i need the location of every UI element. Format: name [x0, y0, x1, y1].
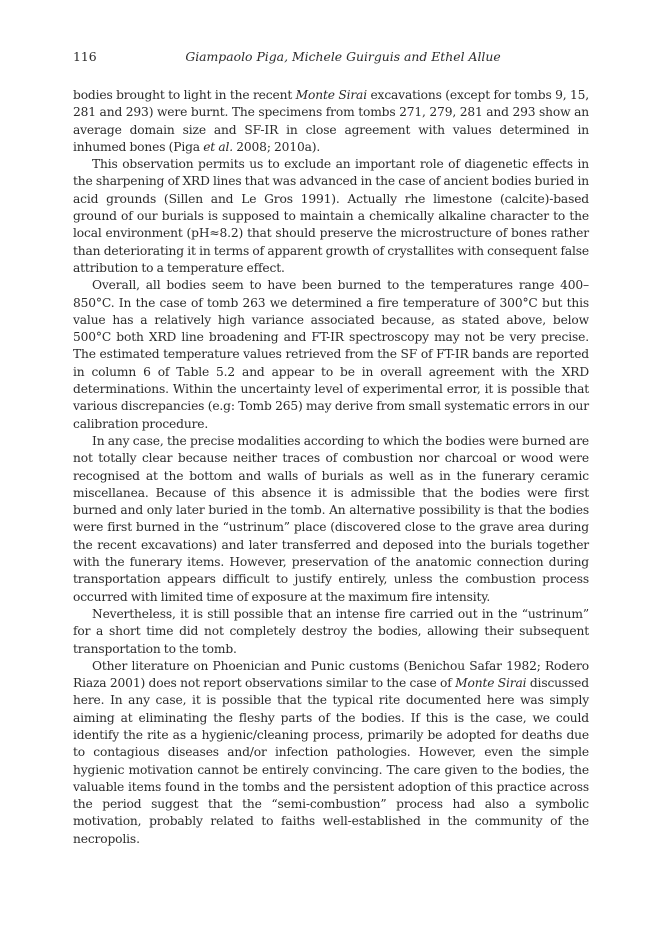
- paragraph-1-text-c: 2008; 2010a).: [233, 139, 321, 154]
- running-head: Giampaolo Piga, Michele Guirguis and Ethel Allue: [185, 49, 501, 64]
- paragraph-6-text-a: Other literature on Phoenician and Punic customs (Benichou Safar 1982; Rodero Riaza 2001) does not report observations similar to the case of: [73, 658, 589, 691]
- paragraph-1-emphasis-site: Monte Sirai: [295, 88, 367, 102]
- document-page: [73, 47, 589, 848]
- page-number: 116: [73, 49, 97, 64]
- paragraph-3: Overall, all bodies seem to have been burned to the temperatures range 400–850°C. In the case of tomb 263 we determined a fire temperature of 300°C but this value has a relatively high variance associated because, as stated above, below 500°C both XRD line broadening and FT-IR spectroscopy may not be very precise. The estimated temperature values retrieved from the SF of FT-IR bands are reported in column 6 of Table 5.2 and appear to be in overall agreement with the XRD determinations. Within the uncertainty level of experimental error, it is possible that various discrepancies (e.g: Tomb 265) may derive from small systematic errors in our calibration procedure.: [73, 278, 589, 431]
- paragraph-4: In any case, the precise modalities according to which the bodies were burned are not totally clear because neither traces of combustion nor charcoal or wood were recognised at the bottom and walls of burials as well as in the funerary ceramic miscellanea. Because of this absence it is admissible that the bodies were first burned and only later buried in the tomb. An alternative possibility is that the bodies were first burned in the “ustrinum” place (discovered close to the grave area during the recent excavations) and later transferred and deposed into the burials together with the funerary items. However, preservation of the anatomic connection during transportation appears difficult to justify entirely, unless the combustion process occurred with limited time of exposure at the maximum fire intensity.: [73, 433, 589, 604]
- paragraph-6: [73, 658, 589, 848]
- paragraph-5: Nevertheless, it is still possible that an intense fire carried out in the “ustrinum” for a short time did not completely destroy the bodies, allowing their subsequent transportation to the tomb.: [73, 606, 589, 656]
- paragraph-6-emphasis-site: Monte Sirai: [455, 676, 527, 691]
- paragraph-1-text-b: excavations (except for tombs 9, 15, 281 and 293) were burnt. The specimens from tombs 271, 279, 281 and 293 show an average domain size and SF-IR in close agreement with values determined in inhumed bones (Piga: [73, 88, 589, 154]
- body-text: [73, 87, 589, 848]
- paragraph-1-emphasis-etal: et al.: [203, 139, 233, 154]
- paragraph-2: This observation permits us to exclude an important role of diagenetic effects in the sharpening of XRD lines that was advanced in the case of ancient bodies buried in acid grounds (Sillen and Le Gros 1991). Actually rhe limestone (calcite)-based ground of our burials is supposed to maintain a chemically alkaline character to the local environment (pH≈8.2) that should preserve the microstructure of bones rather than deteriorating it in terms of apparent growth of crystallites with consequent false attribution to a temperature effect.: [73, 157, 589, 275]
- paragraph-6-text-b: discussed here. In any case, it is possible that the typical rite documented here was simply aiming at eliminating the fleshy parts of the bodies. If this is the case, we could identify the rite as a hygienic/cleaning process, primarily be adopted for deaths due to contagious diseases and/or infection pathologies. However, even the simple hygienic motivation cannot be entirely convincing. The care given to the bodies, the valuable items found in the tombs and the persistent adoption of this practice across the period suggest that the “semi-combustion” process had also a symbolic motivation, probably related to faiths well-established in the community of the necropolis.: [73, 676, 589, 846]
- paragraph-1-text-a: bodies brought to light in the recent: [73, 88, 296, 102]
- page-header: [73, 47, 589, 67]
- paragraph-1: [73, 87, 589, 156]
